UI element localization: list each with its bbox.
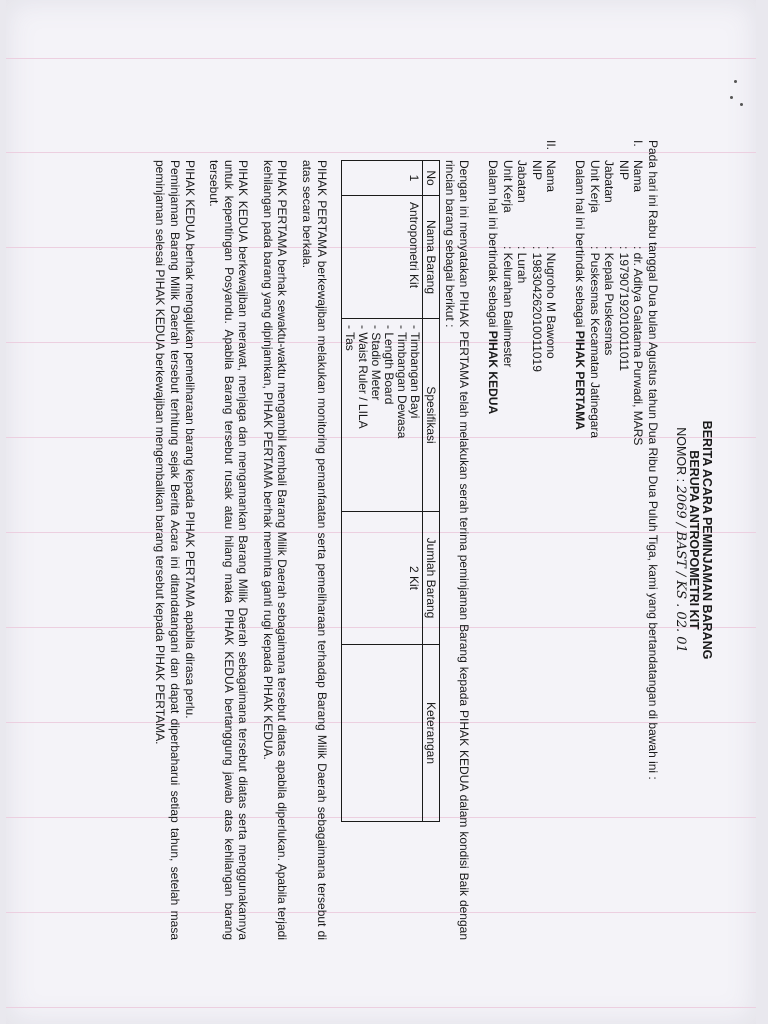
cell-jumlah-barang: 2 Kit — [341, 512, 422, 645]
party-one-row — [616, 160, 631, 940]
table-header-row — [422, 161, 440, 822]
party-two-row — [529, 160, 544, 940]
party-two-section — [485, 140, 558, 940]
field-label: Jabatan — [515, 160, 530, 203]
items-table — [341, 160, 441, 822]
handover-paragraph: Dengan ini menyatakan PIHAK PERTAMA telah melakukan serah terima peminjaman Barang kepada PIHAK KEDUA dalam kondisi Baik dengan rincian barang sebagai berikut : — [442, 160, 472, 940]
header-spesifikasi: Spesifikasi — [422, 319, 440, 512]
party-one-role — [572, 160, 587, 940]
title-line-2: BERUPA ANTROPOMETRI KIT — [687, 450, 701, 630]
clause-paragraph: PIHAK KEDUA berhak mengajukan pemeliharaan barang kepada PIHAK PERTAMA apabila dirasa perlu. — [182, 160, 197, 719]
header-jumlah-barang: Jumlah Barang — [422, 512, 440, 645]
party-two-role — [485, 160, 500, 940]
intro-paragraph: Pada hari ini Rabu tanggal Dua bulan Agustus tahun Dua Ribu Dua Puluh Tiga, kami yang bertandatangan di bawah ini : — [646, 140, 660, 780]
field-value: : Nugroho M Bawono — [544, 246, 559, 359]
header-no: No — [422, 161, 440, 196]
clause-paragraph: PIHAK PERTAMA berhak sewaktu-waktu mengambil kembali Barang Milik Daerah sebagaimana tersebut diatas apabila diperlukan. Apabila terjadi kehilangan pada barang yang dipinjamkan, PIHAK PERTAMA berhak meminta ganti rugi kepada PIHAK KEDUA. — [260, 160, 290, 940]
field-label: Nama — [544, 160, 559, 193]
field-value: : 198304262010011019 — [529, 246, 544, 372]
role-name: PIHAK PERTAMA — [573, 330, 588, 430]
party-two-row — [544, 160, 559, 940]
role-text: Dalam hal ini bertindak sebagai — [573, 160, 588, 331]
header-nama-barang: Nama Barang — [422, 196, 440, 319]
field-label: NIP — [616, 160, 631, 181]
party-two-row — [500, 160, 515, 940]
field-value: : dr. Aditya Galatama Purwadi, MARS — [631, 246, 646, 446]
spec-item: - Stadio Meter — [368, 325, 383, 401]
field-label: Unit Kerja — [587, 160, 602, 213]
document-body — [143, 140, 713, 940]
spec-item: - Timbangan Bayi — [407, 325, 422, 419]
party-one-number: I. — [631, 140, 646, 147]
cell-spesifikasi — [341, 319, 422, 512]
field-value: : Kepala Puskesmas — [602, 246, 617, 356]
field-value: : Puskesmas Kecamatan Jatinegara — [587, 246, 602, 439]
party-one-row — [602, 160, 617, 940]
field-value: : Kelurahan Balimester — [500, 246, 515, 368]
title-line-1: BERITA ACARA PEMINJAMAN BARANG — [700, 420, 714, 660]
field-label: Nama — [631, 160, 646, 193]
spec-item: - Length Board — [381, 325, 396, 405]
clause-paragraph: Peminjaman Barang Milik Daerah tersebut terhitung sejak Berita Acara ini ditandatangani dan dapat diperbaharui setiap tahun, setelah masa peminjaman selesai PIHAK KEDUA berkewajiban mengembalikan barang tersebut kepada PIHAK PERTAMA. — [153, 160, 182, 940]
document-number — [674, 140, 687, 940]
party-one-section — [572, 140, 645, 940]
field-value: : Lurah — [515, 246, 530, 284]
cell-keterangan — [341, 645, 422, 822]
field-label: Unit Kerja — [500, 160, 515, 213]
role-name: PIHAK KEDUA — [486, 330, 501, 415]
field-label: Jabatan — [602, 160, 617, 203]
party-two-number: II. — [544, 140, 559, 151]
header-keterangan: Keterangan — [422, 645, 440, 822]
spec-item: - Waist Ruler / LILA — [355, 325, 370, 429]
spec-item: - Timbangan Dewasa — [394, 325, 409, 439]
clause-paragraph: PIHAK PERTAMA berkewajiban melakukan monitoring pemanfaatan serta pemeliharaan terhadap Barang Milik Daerah sebagaimana tersebut di atas secara berkala. — [300, 160, 329, 940]
document-title — [674, 140, 713, 940]
role-text: Dalam hal ini bertindak sebagai — [486, 160, 501, 331]
spec-item: - Tas — [342, 325, 357, 351]
party-one-row — [631, 160, 646, 940]
party-one-row — [587, 160, 602, 940]
clause-paragraph: PIHAK KEDUA berkewajiban merawat, menjaga dan mengamankan Barang Milik Daerah sebagaimana tersebut diatas serta menggunakannya untuk kepentingan Posyandu. Apabila Barang tersebut rusak atau hilang maka PIHAK KEDUA bertanggung jawab atas kehilangan barang tersebut. — [207, 160, 251, 940]
nomor-value: 2069 / BAST / KS . 02. 01 — [673, 485, 688, 653]
field-label: NIP — [529, 160, 544, 181]
cell-no: 1 — [341, 161, 422, 196]
party-two-row — [515, 160, 530, 940]
field-value: : 197907192010011011 — [616, 246, 631, 372]
table-row — [341, 161, 422, 822]
cell-nama-barang: Antropometri Kit — [341, 196, 422, 319]
nomor-label: NOMOR : — [674, 427, 688, 483]
